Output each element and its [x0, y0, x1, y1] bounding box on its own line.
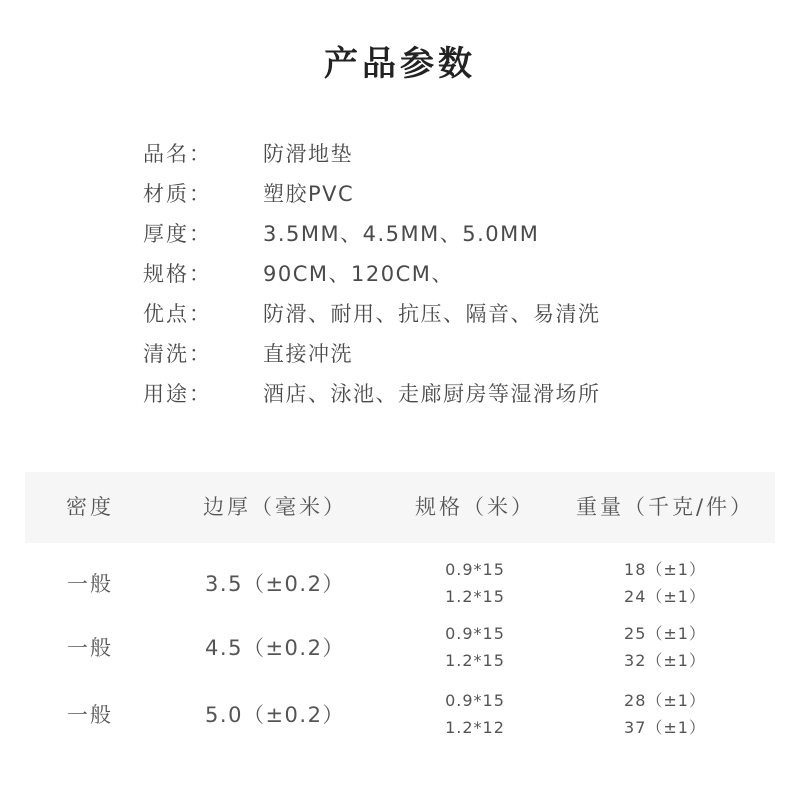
table-row [25, 682, 775, 746]
spec-row-usage [143, 373, 743, 413]
weight-value: 37（±1） [624, 718, 706, 737]
spec-label: 规格： [143, 262, 212, 286]
cell-size [390, 615, 560, 679]
size-value: 1.2*15 [445, 587, 505, 606]
spec-label: 品名： [143, 142, 212, 166]
spec-value: 酒店、泳池、走廊厨房等湿滑场所 [263, 382, 601, 406]
weight-value: 32（±1） [624, 651, 706, 670]
spec-value: 3.5MM、4.5MM、5.0MM [263, 222, 540, 246]
spec-value: 防滑地垫 [263, 142, 353, 166]
cell-density: 一般 [67, 703, 113, 727]
size-value: 1.2*15 [445, 651, 505, 670]
cell-edge-thickness: 3.5（±0.2） [205, 572, 345, 596]
spec-label: 优点： [143, 302, 212, 326]
cell-density: 一般 [67, 636, 113, 660]
cell-weight [565, 682, 765, 746]
table-header [25, 472, 775, 543]
spec-value: 塑胶PVC [263, 182, 355, 206]
spec-list [143, 133, 743, 413]
size-value: 0.9*15 [445, 560, 505, 579]
spec-row-advantages [143, 293, 743, 333]
cell-edge-thickness: 5.0（±0.2） [205, 703, 345, 727]
cell-edge-thickness: 4.5（±0.2） [205, 636, 345, 660]
size-value: 0.9*15 [445, 691, 505, 710]
table-row [25, 615, 775, 679]
spec-label: 厚度： [143, 222, 212, 246]
column-header-edge-thickness: 边厚（毫米） [203, 495, 347, 519]
column-header-size: 规格（米） [415, 495, 535, 519]
spec-row-cleaning [143, 333, 743, 373]
spec-label: 用途： [143, 382, 212, 406]
cell-density: 一般 [67, 572, 113, 596]
spec-value: 防滑、耐用、抗压、隔音、易清洗 [263, 302, 601, 326]
table-row [25, 551, 775, 615]
cell-weight [565, 615, 765, 679]
size-value: 0.9*15 [445, 624, 505, 643]
weight-value: 25（±1） [624, 624, 706, 643]
column-header-weight: 重量（千克/件） [575, 495, 755, 519]
cell-weight [565, 551, 765, 615]
cell-size [390, 551, 560, 615]
size-value: 1.2*12 [445, 718, 505, 737]
weight-value: 24（±1） [624, 587, 706, 606]
weight-value: 18（±1） [624, 560, 706, 579]
spec-row-material [143, 173, 743, 213]
spec-value: 90CM、120CM、 [263, 262, 454, 286]
page-title: 产品参数 [324, 44, 476, 84]
spec-row-size [143, 253, 743, 293]
spec-row-name [143, 133, 743, 173]
weight-value: 28（±1） [624, 691, 706, 710]
spec-row-thickness [143, 213, 743, 253]
cell-size [390, 682, 560, 746]
spec-label: 清洗： [143, 342, 212, 366]
column-header-density: 密度 [66, 495, 114, 519]
spec-label: 材质： [143, 182, 212, 206]
spec-value: 直接冲洗 [263, 342, 353, 366]
